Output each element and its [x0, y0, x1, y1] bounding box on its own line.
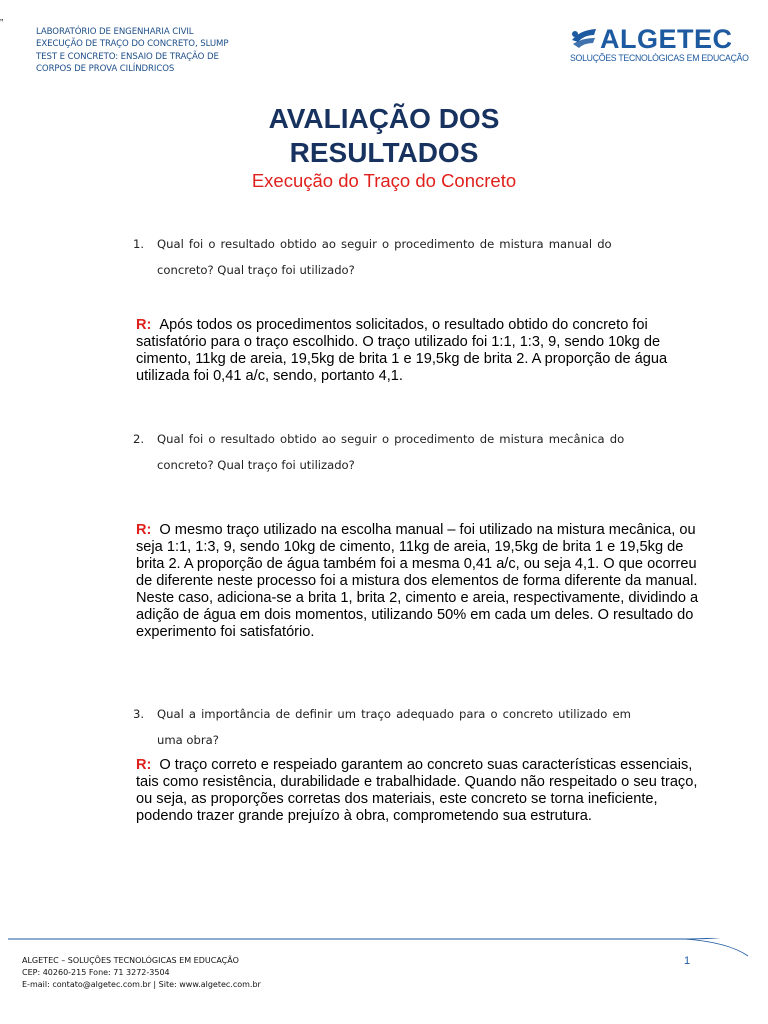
footer-address: CEP: 40260-215 Fone: 71 3272-3504: [22, 968, 170, 977]
answer-3: [136, 757, 706, 825]
header-mark: ”: [0, 18, 4, 29]
title-line-2: RESULTADOS: [289, 137, 479, 168]
header-line: LABORATÓRIO DE ENGENHARIA CIVIL: [36, 27, 194, 37]
answer-text: Após todos os procedimentos solicitados, o resultado obtido do concreto foi satisfatório para o traço escolhido. O traço utilizado foi 1:1, 1:3, 9, sendo 10kg de cimento, 11kg de areia, 19,5kg de brita 1 e 19,5kg de brita 2. A proporção de água utilizada foi 0,41 a/c, sendo, portanto 4,1.: [136, 317, 668, 384]
footer-email-site: E-mail: contato@algetec.com.br | Site: www.algetec.com.br: [22, 980, 261, 989]
algetec-logo-icon: [570, 26, 598, 50]
algetec-logo: [566, 24, 749, 68]
answer-label: R:: [136, 522, 152, 538]
title-line-1: AVALIAÇÃO DOS: [268, 103, 500, 134]
question-text-line-1: Qual foi o resultado obtido ao seguir o procedimento de mistura mecânica do: [157, 432, 625, 446]
answer-1: [136, 317, 706, 385]
header-line: CORPOS DE PROVA CILÍNDRICOS: [36, 63, 175, 74]
answer-label: R:: [136, 757, 152, 773]
answer-2: [136, 522, 706, 641]
logo-tagline: SOLUÇÕES TECNOLÓGICAS EM EDUCAÇÃO: [570, 53, 749, 64]
answer-label: R:: [136, 317, 152, 333]
question-number: 2.: [133, 432, 145, 446]
page-title: [0, 102, 768, 170]
header-course-title: [36, 26, 296, 75]
question-number: 1.: [133, 237, 145, 251]
logo-wordmark: ALGETEC: [600, 24, 733, 54]
answer-text: O mesmo traço utilizado na escolha manual – foi utilizado na mistura mecânica, ou seja 1:1, 1:3, 9, sendo 10kg de cimento, 11kg de areia, 19,5kg de brita 1 e 19,5kg de brita 2. A proporção de água também foi a mesma 0,41 a/c, ou seja 4,1. O que ocorreu de diferente neste processo foi a mistura dos elementos de forma diferente da manual. Neste caso, adiciona-se a brita 1, brita 2, cimento e areia, respectivamente, dividindo a adição de água em dois momentos, utilizando 50% em cada um deles. O resultado do experimento foi satisfatório.: [136, 522, 699, 640]
header-line: EXECUÇÃO DE TRAÇO DO CONCRETO, SLUMP: [36, 39, 229, 50]
question-number: 3.: [133, 707, 145, 721]
question-text-line-2: concreto? Qual traço foi utilizado?: [157, 458, 355, 472]
question-text-line-2: concreto? Qual traço foi utilizado?: [157, 263, 355, 277]
footer-company: ALGETEC – SOLUÇÕES TECNOLÓGICAS EM EDUCAÇÃO: [22, 956, 239, 965]
answer-text: O traço correto e respeiado garantem ao concreto suas características essenciais, tais como resistência, durabilidade e trabalhidade. Quando não respeitado o seu traço, ou seja, as proporções corretas dos materiais, este concreto se torna ineficiente, podendo trazer grande prejuízo à obra, comprometendo sua estrutura.: [136, 757, 698, 824]
page-number: 1: [684, 955, 691, 967]
footer-contact: [22, 955, 261, 991]
question-text-line-2: uma obra?: [157, 733, 219, 747]
question-text-line-1: Qual a importância de definir um traço adequado para o concreto utilizado em: [157, 707, 631, 721]
header-line: TEST E CONCRETO: ENSAIO DE TRAÇÃO DE: [36, 51, 219, 62]
page-subtitle: Execução do Traço do Concreto: [251, 170, 517, 191]
question-text-line-1: Qual foi o resultado obtido ao seguir o procedimento de mistura manual do: [157, 237, 612, 251]
